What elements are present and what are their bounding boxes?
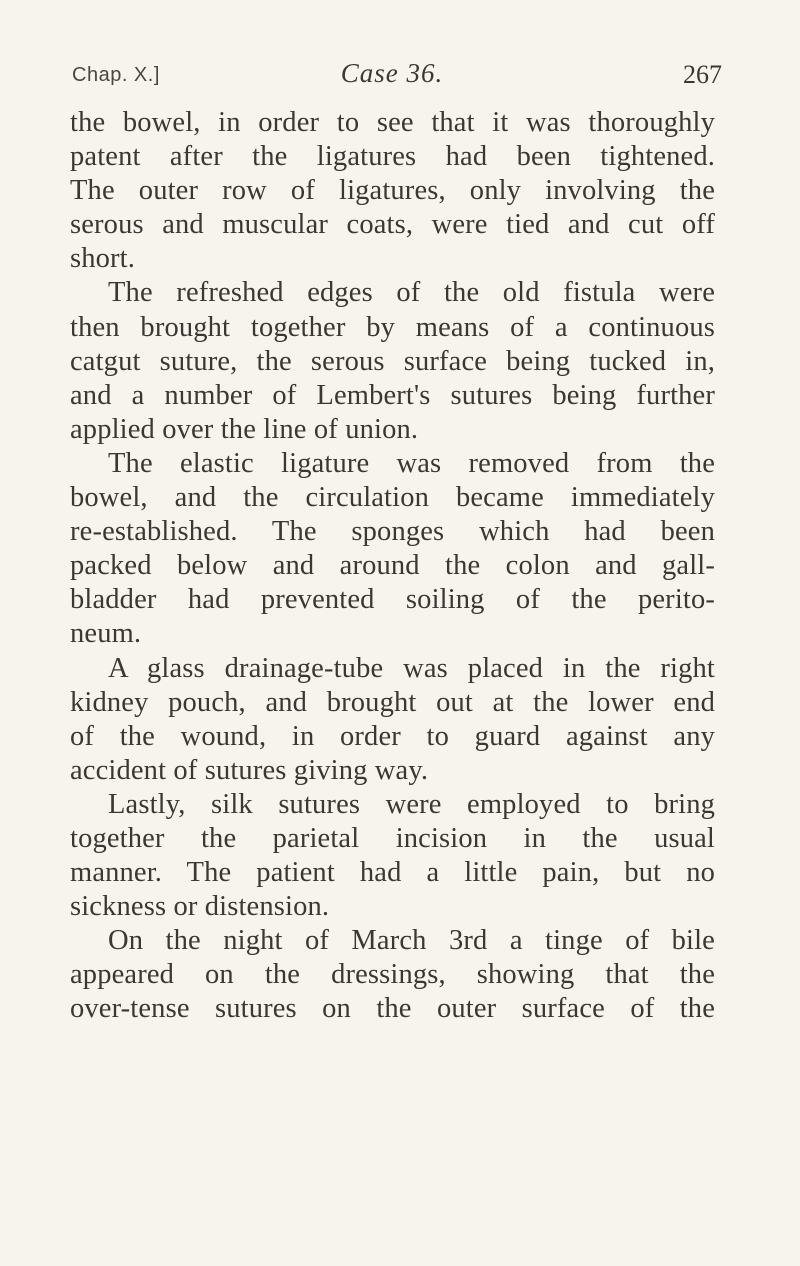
text-line: appeared on the dressings, showing that the bbox=[70, 959, 715, 991]
case-title: Case 36. bbox=[340, 58, 444, 88]
text-line: The outer row of ligatures, only involving the bbox=[70, 175, 715, 207]
text-line: over-tense sutures on the outer surface of the bbox=[70, 993, 715, 1025]
text-line: and a number of Lembert's sutures being further bbox=[70, 379, 715, 411]
text-line: patent after the ligatures had been tightened. bbox=[70, 141, 715, 173]
text-line: The elastic ligature was removed from the bbox=[108, 447, 715, 479]
text-line: accident of sutures giving way. bbox=[70, 754, 429, 786]
text-line: The refreshed edges of the old fistula were bbox=[108, 277, 715, 309]
text-line: kidney pouch, and brought out at the lower end bbox=[70, 686, 715, 718]
body-text bbox=[70, 106, 715, 1027]
text-line: short. bbox=[70, 243, 136, 275]
text-line: Lastly, silk sutures were employed to bring bbox=[108, 788, 715, 820]
text-line: serous and muscular coats, were tied and cut off bbox=[70, 209, 715, 241]
text-line: bladder had prevented soiling of the perito- bbox=[70, 584, 715, 616]
text-line: together the parietal incision in the usual bbox=[70, 822, 715, 854]
text-line: On the night of March 3rd a tinge of bile bbox=[108, 925, 715, 957]
text-line: packed below and around the colon and gall- bbox=[70, 550, 715, 582]
text-line: the bowel, in order to see that it was thoroughly bbox=[70, 107, 715, 138]
text-line: A glass drainage-tube was placed in the right bbox=[108, 652, 715, 684]
text-line: sickness or distension. bbox=[70, 891, 330, 923]
text-line: bowel, and the circulation became immediately bbox=[70, 482, 715, 514]
text-line: catgut suture, the serous surface being tucked in, bbox=[70, 345, 715, 377]
text-line: then brought together by means of a continuous bbox=[70, 311, 715, 343]
text-line: of the wound, in order to guard against any bbox=[70, 720, 715, 752]
running-head bbox=[72, 58, 722, 94]
page-number: 267 bbox=[683, 60, 722, 89]
text-line: manner. The patient had a little pain, but no bbox=[70, 857, 715, 889]
chapter-label: Chap. X.] bbox=[72, 64, 160, 86]
text-line: re-established. The sponges which had been bbox=[70, 516, 715, 548]
text-line: neum. bbox=[70, 618, 142, 650]
text-line: applied over the line of union. bbox=[70, 413, 419, 445]
